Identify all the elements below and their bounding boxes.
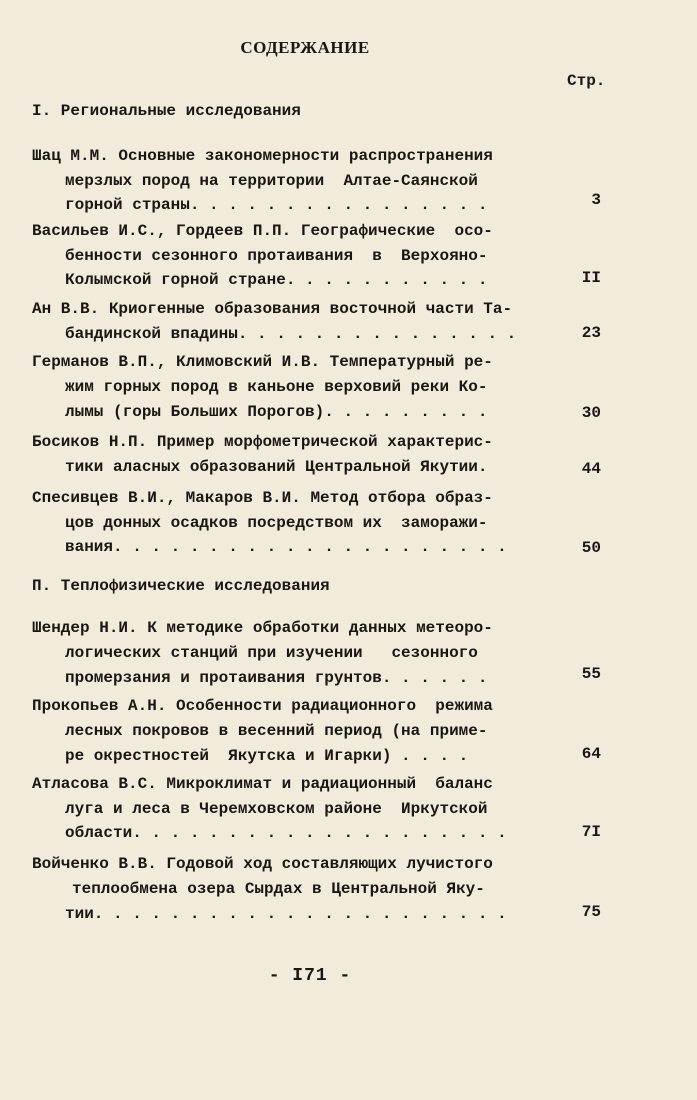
toc-entry-line: Колымской горной стране. . . . . . . . . . . bbox=[65, 271, 488, 289]
toc-page-number: 44 bbox=[581, 460, 601, 478]
toc-entry-line: Прокопьев А.Н. Особенности радиационного режима bbox=[32, 697, 493, 715]
toc-entry-line: мерзлых пород на территории Алтае-Саянской bbox=[65, 172, 478, 190]
toc-entry-line: Атласова В.С. Микроклимат и радиационный баланс bbox=[32, 775, 493, 793]
toc-page-number: 75 bbox=[581, 903, 601, 921]
toc-entry-line: лесных покровов в весенний период (на приме- bbox=[65, 722, 488, 740]
section-heading-thermophysical: П. Теплофизические исследования bbox=[32, 577, 330, 595]
toc-entry-line: области. . . . . . . . . . . . . . . . . . . . bbox=[65, 824, 507, 842]
toc-entry-line: Шац М.М. Основные закономерности распространения bbox=[32, 147, 493, 165]
toc-entry-line: Войченко В.В. Годовой ход составляющих лучистого bbox=[32, 855, 493, 873]
toc-page-number: 64 bbox=[581, 745, 601, 763]
toc-page-number: 23 bbox=[581, 324, 601, 342]
toc-entry-line: цов донных осадков посредством их заморажи- bbox=[65, 514, 488, 532]
toc-entry-line: теплообмена озера Сырдах в Центральной Яку- bbox=[72, 880, 485, 898]
toc-page-number: 7I bbox=[581, 823, 601, 841]
toc-entry-line: промерзания и протаивания грунтов. . . . . . bbox=[65, 669, 488, 687]
toc-entry-line: ре окрестностей Якутска и Игарки) . . . . bbox=[65, 747, 469, 765]
toc-page-number: 30 bbox=[581, 404, 601, 422]
toc-entry-line: Ан В.В. Криогенные образования восточной части Та- bbox=[32, 300, 513, 318]
toc-page-number: II bbox=[581, 269, 601, 287]
toc-entry-line: тии. . . . . . . . . . . . . . . . . . . . . . bbox=[65, 905, 507, 923]
toc-entry-line: тики аласных образований Центральной Якутии. bbox=[65, 458, 488, 476]
toc-page-number: 55 bbox=[581, 665, 601, 683]
toc-entry-line: логических станций при изучении сезонного bbox=[65, 644, 478, 662]
toc-page-number: 50 bbox=[581, 539, 601, 557]
page-column-label: Стр. bbox=[567, 72, 606, 90]
toc-entry-line: бенности сезонного протаивания в Верхояно- bbox=[65, 247, 488, 265]
toc-entry-line: горной страны. . . . . . . . . . . . . . . . bbox=[65, 196, 488, 214]
toc-entry-line: бандинской впадины. . . . . . . . . . . . . . . bbox=[65, 325, 517, 343]
toc-entry-line: лымы (горы Больших Порогов). . . . . . . . . bbox=[65, 403, 488, 421]
toc-entry-line: луга и леса в Черемховском районе Иркутской bbox=[65, 800, 488, 818]
page-title: СОДЕРЖАНИЕ bbox=[240, 38, 370, 57]
toc-entry-line: Германов В.П., Климовский И.В. Температурный ре- bbox=[32, 353, 493, 371]
toc-entry-line: Босиков Н.П. Пример морфометрической характерис- bbox=[32, 433, 493, 451]
section-heading-regional: I. Региональные исследования bbox=[32, 102, 301, 120]
toc-page-number: 3 bbox=[591, 191, 601, 209]
toc-entry-line: вания. . . . . . . . . . . . . . . . . . . . . bbox=[65, 538, 507, 556]
toc-entry-line: жим горных пород в каньоне верховий реки Ко- bbox=[65, 378, 488, 396]
toc-entry-line: Спесивцев В.И., Макаров В.И. Метод отбора образ- bbox=[32, 489, 493, 507]
page-footer-number: - I71 - bbox=[268, 966, 352, 986]
toc-entry-line: Шендер Н.И. К методике обработки данных метеоро- bbox=[32, 619, 493, 637]
toc-entry-line: Васильев И.С., Гордеев П.П. Географические осо- bbox=[32, 222, 493, 240]
